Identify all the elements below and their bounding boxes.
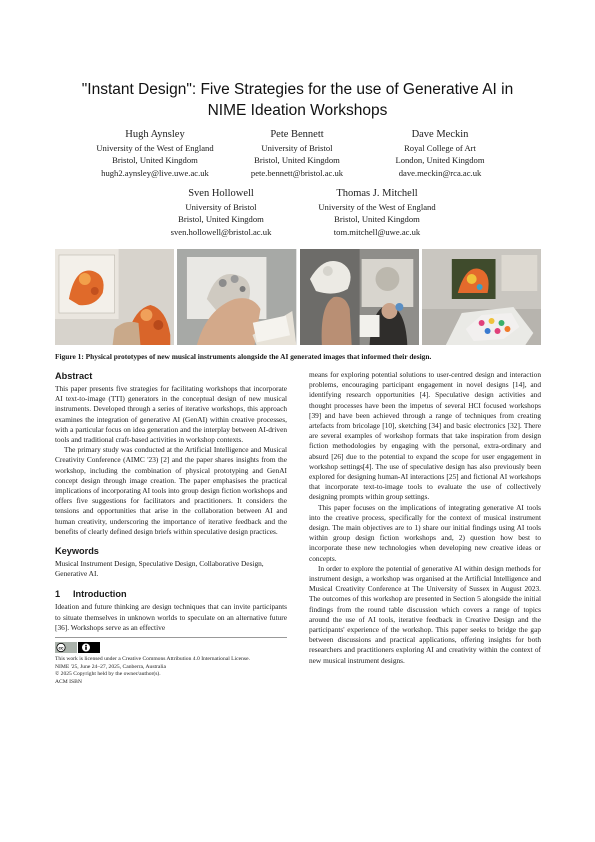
author-name: Pete Bennett (270, 129, 324, 140)
author-affiliation: University of the West of England (318, 202, 436, 212)
abstract-paragraph-1: This paper presents five strategies for facilitating workshops that incorporate AI text-to-image (TTI) generators in the conceptual design of new musical instruments. Developed through a series of iterative workshops, this approach examines the integration of generative AI (GenAI) within creative processes, with a particular focus on idea generation and the interplay between AI-driven tools and traditional craft-based activities in workshop contexts. (55, 384, 287, 445)
license-footnote (55, 637, 287, 686)
figure-caption: Figure 1: Physical prototypes of new musical instruments alongside the AI generated images that informed their design. (55, 352, 432, 361)
author-email[interactable]: dave.meckin@rca.ac.uk (398, 167, 482, 178)
section-number: 1 (55, 589, 61, 600)
paper-title-line-2: NIME Ideation Workshops (207, 102, 388, 119)
photo-headpiece-prototype (300, 249, 419, 345)
introduction-paragraph-1: Ideation and future thinking are design techniques that can invite participants to situate themselves in unknown worlds to speculate on an alternative future [36]. Workshops serve as an effective (55, 602, 287, 632)
photo-colourful-prototype (422, 249, 541, 345)
author-email[interactable]: pete.bennett@bristol.ac.uk (250, 167, 344, 178)
paper-title-line-1: "Instant Design": Five Strategies for the use of Generative AI in (81, 81, 514, 98)
author-location: Bristol, United Kingdom (254, 155, 340, 166)
cc-by-badge[interactable] (55, 642, 287, 653)
section-title: Introduction (73, 589, 127, 600)
author-affiliation: University of Bristol (261, 143, 333, 153)
author-email[interactable]: sven.hollowell@bristol.ac.uk (170, 226, 272, 237)
copyright-text: © 2025 Copyright held by the owner/author(s). (55, 671, 161, 678)
author-affiliation: Royal College of Art (404, 143, 476, 153)
isbn-text: ACM ISBN (55, 678, 82, 685)
photo-hand-prototype (177, 249, 296, 345)
paper-title (40, 79, 555, 121)
author-email[interactable]: hugh2.aynsley@live.uwe.ac.uk (101, 167, 209, 178)
teaser-figure (55, 249, 541, 345)
svg-text:cc: cc (58, 645, 64, 651)
keywords-text: Musical Instrument Design, Speculative Design, Collaborative Design, Generative AI. (55, 559, 264, 579)
by-icon (78, 642, 100, 653)
author-block-5 (287, 187, 467, 238)
right-column (309, 370, 541, 666)
author-name: Hugh Aynsley (125, 129, 185, 140)
author-block-4 (131, 187, 311, 238)
author-location: Bristol, United Kingdom (178, 214, 264, 225)
abstract-paragraph-2: The primary study was conducted at the Artificial Intelligence and Musical Creativity Conference (AIMC '23) [2] and the paper shares insights from the workshop, including the combination of physical prototyping and GenAI concept design through image creation. The paper emphasises the practical implications of incorporating AI tools into group design fiction workshops and offers five suggestions for facilitators and practitioners. It considers the tensions and opportunities that arise in the collaboration between AI and human creativity, underscoring the importance of iterative feedback and the benefits of clearly defined design briefs within speculative design practices. (55, 445, 287, 536)
venue-text: NIME '25, June 24–27, 2025, Canberra, Australia (55, 663, 166, 670)
author-location: London, United Kingdom (395, 155, 485, 166)
keywords-heading: Keywords (55, 546, 99, 557)
right-paragraph-2: This paper focuses on the implications of integrating generative AI tools into the creative process, specifically for the context of musical instrument design. The main objectives are to 1) share our initial findings using AI tools within group design fiction workshops and, 2) question how best to incorporate these new technologies when developing new creative ideas or concepts. (309, 502, 541, 563)
author-name: Thomas J. Mitchell (336, 188, 418, 199)
author-name: Sven Hollowell (188, 188, 254, 199)
introduction-heading (55, 588, 287, 600)
author-location: Bristol, United Kingdom (112, 155, 198, 166)
cc-icon (55, 642, 77, 653)
license-text: This work is licensed under a Creative Commons Attribution 4.0 International License. (55, 656, 250, 663)
author-block-3 (350, 128, 530, 179)
abstract-heading: Abstract (55, 371, 93, 381)
right-paragraph-3: In order to explore the potential of generative AI within design methods for instrument design, a workshop was organised at the Artificial Intelligence and Musical Creativity Conference at The University of Sussex in August 2023. The outcomes of this workshop are presented in Section 5 alongside the initial findings from the round table discussion which covers a range of topics around the use of AI tools, iterative feedback in Creative Design and the participants' experience of the workshop. This paper seeks to bridge the gap between discussions and practical applications, offering insights for both researchers and practitioners exploring AI and creativity within the context of new musical instrument designs. (309, 563, 541, 665)
author-email[interactable]: tom.mitchell@uwe.ac.uk (333, 226, 421, 237)
photo-orange-prototype (55, 249, 174, 345)
author-affiliation: University of Bristol (185, 202, 257, 212)
author-affiliation: University of the West of England (96, 143, 214, 153)
author-location: Bristol, United Kingdom (334, 214, 420, 225)
right-paragraph-1: means for exploring potential solutions to user-centred design and interaction problems, encouraging participant engagement in novel designs [14], and identifying research opportunities [4]. Speculative design activities and thought processes have been the impetus of several HCI focused workshops [39] and have been achieved through a range of techniques from creating artefacts from bricolage [10], sketching [34] and basic electronics [32]. There are several examples of workshop formats that take inspiration from design fiction methodologies by engaging with the personal, extra-ordinary and absurd [26] due to the potential to expand the scope for user engagement in workshop settings[4]. The use of speculative design has also previously been explored for designing human-AI interactions [25] and fictional AI workshops that incorporate text-to-image tools to evaluate the use of collectively designing prompts within group settings. (309, 370, 541, 502)
left-column (55, 370, 287, 686)
author-name: Dave Meckin (411, 129, 469, 140)
